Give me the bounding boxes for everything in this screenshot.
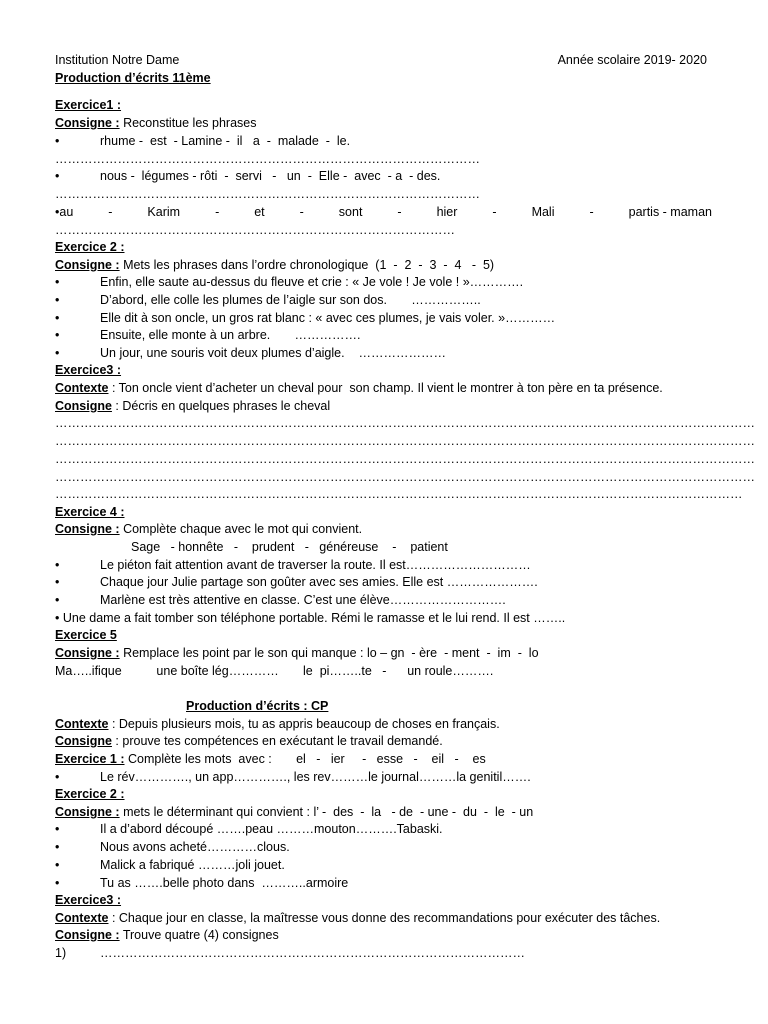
answer-line: ………………………………………………………………………………………………………………………………………………… (55, 487, 743, 501)
bullet: • (55, 593, 60, 607)
ex1-sentence-2: nous - légumes - rôti - servi - un - Elle - avec - a - des. (100, 169, 441, 183)
cp-ex1-text: Complète les mots avec : el - ier - esse - eil - es (124, 752, 486, 766)
bullet: • (55, 275, 60, 289)
bullet: • (55, 558, 60, 572)
ex5-consigne (55, 645, 539, 661)
ex2-item: Elle dit à son oncle, un gros rat blanc : « avec ces plumes, je vais voler. »………… (100, 311, 556, 325)
consigne-label: Consigne : (55, 805, 120, 819)
consigne-label: Consigne (55, 734, 112, 748)
answer-line: ………………………………………………………………………………………… (55, 152, 480, 166)
ex2-item: Enfin, elle saute au-dessus du fleuve et crie : « Je vole ! Je vole ! »…………. (100, 275, 524, 289)
consigne-label: Consigne : (55, 646, 120, 660)
ex2-title: Exercice 2 : (55, 240, 125, 254)
word: sont (338, 205, 363, 219)
consigne-label: Consigne : (55, 522, 120, 536)
word: Mali (531, 205, 555, 219)
bullet: • (55, 822, 60, 836)
answer-line: …………………………………………………………………………………………………………………………………………………… (55, 416, 755, 430)
ex1-sentence-3 (55, 204, 712, 220)
contexte-label: Contexte (55, 381, 109, 395)
answer-line: …………………………………………………………………………………………………………………………………………………… (55, 452, 755, 466)
bullet: • (55, 876, 60, 890)
answer-line: …………………………………………………………………………………………………………………………………………………… (55, 434, 755, 448)
ex4-item: Le piéton fait attention avant de traverser la route. Il est………………………… (100, 558, 531, 572)
cp-ex2-item: Nous avons acheté…………clous. (100, 840, 290, 854)
word: - (215, 205, 220, 219)
bullet: • (55, 169, 60, 183)
word: - (108, 205, 113, 219)
contexte-text: : Ton oncle vient d’acheter un cheval pour son champ. Il vient le montrer à ton père en ta présence. (108, 381, 663, 395)
ex2-item: Ensuite, elle monte à un arbre. ……………. (100, 328, 361, 342)
consigne-label: Consigne (55, 399, 112, 413)
word: - (589, 205, 594, 219)
consigne-text: : Décris en quelques phrases le cheval (111, 399, 331, 413)
ex2-consigne (55, 257, 494, 273)
ex3-consigne (55, 398, 330, 414)
bullet: • (55, 328, 60, 342)
bullet: • (55, 770, 60, 784)
consigne-text: Mets les phrases dans l’ordre chronologique (1 - 2 - 3 - 4 - 5) (119, 258, 495, 272)
consigne-text: Trouve quatre (4) consignes (119, 928, 279, 942)
ex1-title: Exercice1 : (55, 98, 122, 112)
ex1-consigne (55, 115, 256, 131)
school-year: Année scolaire 2019- 2020 (557, 53, 707, 67)
ex4-title: Exercice 4 : (55, 505, 125, 519)
contexte-text: : Depuis plusieurs mois, tu as appris beaucoup de choses en français. (108, 717, 500, 731)
word: •au (55, 205, 74, 219)
answer-line: …………………………………………………………………………………… (55, 223, 455, 237)
ex5-line: Ma…..ifique une boîte lég………… le pi……..te - un roule………. (55, 664, 494, 678)
contexte-label: Contexte (55, 911, 109, 925)
institution-name: Institution Notre Dame (55, 53, 180, 67)
bullet: • (55, 134, 60, 148)
cp-contexte (55, 716, 500, 732)
ex1-sentence-1: rhume - est - Lamine - il a - malade - le. (100, 134, 351, 148)
cp-ex2-consigne (55, 804, 533, 820)
word: - (397, 205, 402, 219)
bullet: • (55, 858, 60, 872)
ex3-contexte (55, 380, 663, 396)
bullet: • (55, 293, 60, 307)
cp-ex3-contexte (55, 910, 660, 926)
word: hier (436, 205, 458, 219)
consigne-label: Consigne : (55, 258, 120, 272)
page-title: Production d’écrits 11ème (55, 71, 211, 85)
answer-line: ………………………………………………………………………………………… (100, 946, 525, 960)
answer-line: ………………………………………………………………………………………… (55, 187, 480, 201)
bullet: • (55, 840, 60, 854)
cp-ex3-consigne (55, 927, 279, 943)
cp-title: Production d’écrits : CP (186, 699, 329, 713)
cp-ex1-item: Le rév…………., un app…………., les rev………le journal………la genitil……. (100, 770, 531, 784)
cp-ex2-title: Exercice 2 : (55, 787, 125, 801)
cp-ex3-title: Exercice3 : (55, 893, 122, 907)
ex4-word-list: Sage - honnête - prudent - généreuse - patient (131, 540, 448, 554)
consigne-text: mets le déterminant qui convient : l’ - des - la - de - une - du - le - un (119, 805, 534, 819)
cp-ex2-item: Il a d’abord découpé …….peau ………mouton……….Tabaski. (100, 822, 443, 836)
bullet: • (55, 346, 60, 360)
consigne-text: Reconstitue les phrases (119, 116, 257, 130)
bullet: • (55, 311, 60, 325)
ex2-item: D’abord, elle colle les plumes de l’aigle sur son dos. …………….. (100, 293, 481, 307)
consigne-text: Remplace les point par le son qui manque : lo – gn - ère - ment - im - lo (119, 646, 539, 660)
cp-ex1-label: Exercice 1 : (55, 752, 125, 766)
consigne-text: : prouve tes compétences en exécutant le travail demandé. (111, 734, 443, 748)
cp-consigne (55, 733, 443, 749)
word: - (299, 205, 304, 219)
word: - (492, 205, 497, 219)
contexte-label: Contexte (55, 717, 109, 731)
word: partis - maman (628, 205, 712, 219)
cp-ex3-number: 1) (55, 946, 67, 960)
word: Karim (147, 205, 181, 219)
cp-ex1 (55, 751, 486, 767)
consigne-text: Complète chaque avec le mot qui convient. (119, 522, 363, 536)
answer-line: …………………………………………………………………………………………………………………………………………………… (55, 470, 755, 484)
bullet: • (55, 575, 60, 589)
ex4-consigne (55, 521, 362, 537)
ex4-item: Chaque jour Julie partage son goûter avec ses amies. Elle est …………………. (100, 575, 538, 589)
ex4-item-last: • Une dame a fait tomber son téléphone portable. Rémi le ramasse et le lui rend. Il est …….. (55, 611, 566, 625)
ex4-item: Marlène est très attentive en classe. C’est une élève………………………. (100, 593, 506, 607)
ex2-item: Un jour, une souris voit deux plumes d’aigle. ………………… (100, 346, 446, 360)
cp-ex2-item: Tu as …….belle photo dans ………..armoire (100, 876, 349, 890)
ex3-title: Exercice3 : (55, 363, 122, 377)
contexte-text: : Chaque jour en classe, la maîtresse vous donne des recommandations pour exécuter des tâches. (108, 911, 661, 925)
cp-ex2-item: Malick a fabriqué ………joli jouet. (100, 858, 285, 872)
consigne-label: Consigne : (55, 116, 120, 130)
ex5-title: Exercice 5 (55, 628, 117, 642)
word: et (254, 205, 265, 219)
consigne-label: Consigne : (55, 928, 120, 942)
